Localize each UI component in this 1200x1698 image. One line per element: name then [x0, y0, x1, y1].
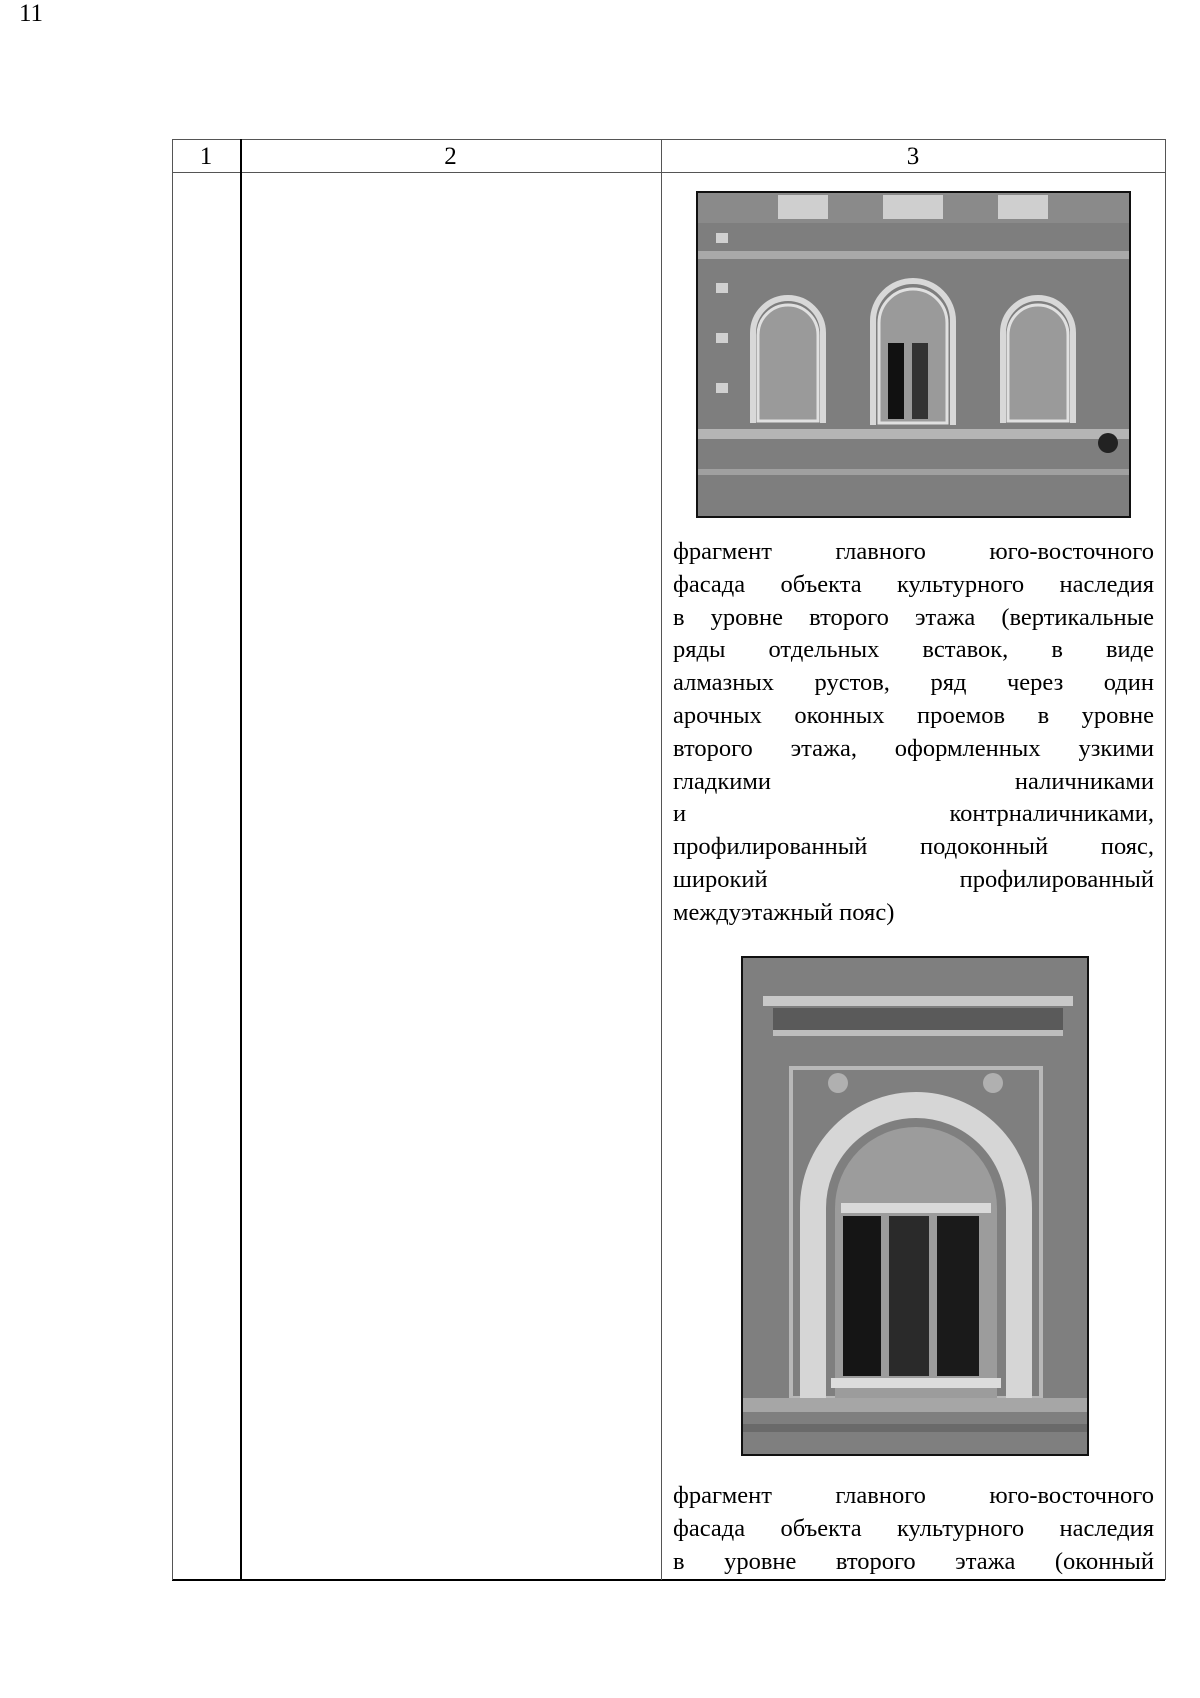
- header-col-2: 2: [444, 143, 457, 170]
- caption-line: междуэтажный пояс): [673, 898, 895, 926]
- table-border-right: [1165, 139, 1166, 1580]
- caption-line: арочных оконных проемов в уровне: [673, 701, 1154, 729]
- photo-1-caption: [673, 536, 1154, 930]
- column-divider-1: [240, 139, 242, 1580]
- caption-line: гладкими наличниками: [673, 767, 1154, 795]
- caption-line: профилированный подоконный пояс,: [673, 833, 1154, 861]
- caption-line: широкий профилированный: [673, 865, 1154, 893]
- column-divider-2: [661, 139, 662, 1580]
- window-photo-2: [741, 956, 1089, 1456]
- caption-line: второго этажа, оформленных узкими: [673, 734, 1154, 762]
- caption-line: фрагмент главного юго-восточного: [673, 538, 1154, 565]
- facade-photo-1: [696, 191, 1131, 518]
- caption-line: в уровне второго этажа (вертикальные: [673, 603, 1154, 631]
- caption-line: фрагмент главного юго-восточного: [673, 1482, 1154, 1509]
- table-border-left: [172, 139, 173, 1580]
- caption-line: ряды отдельных вставок, в виде: [673, 636, 1154, 664]
- header-row-divider: [172, 172, 1165, 173]
- table-border-top: [172, 139, 1165, 140]
- photo-2-caption-clip: [662, 1480, 1164, 1580]
- caption-line: фасада объекта культурного наследия: [673, 1514, 1154, 1542]
- header-col-3: 3: [906, 143, 920, 170]
- caption-line: алмазных рустов, ряд через один: [673, 669, 1154, 697]
- page-number: 11: [18, 0, 44, 27]
- photo-2-caption: [673, 1480, 1154, 1578]
- caption-line: в уровне второго этажа (оконный: [673, 1547, 1154, 1575]
- caption-line: фасада объекта культурного наследия: [673, 570, 1154, 598]
- header-col-1: 1: [199, 143, 213, 170]
- caption-line: и контрналичниками,: [673, 800, 1154, 828]
